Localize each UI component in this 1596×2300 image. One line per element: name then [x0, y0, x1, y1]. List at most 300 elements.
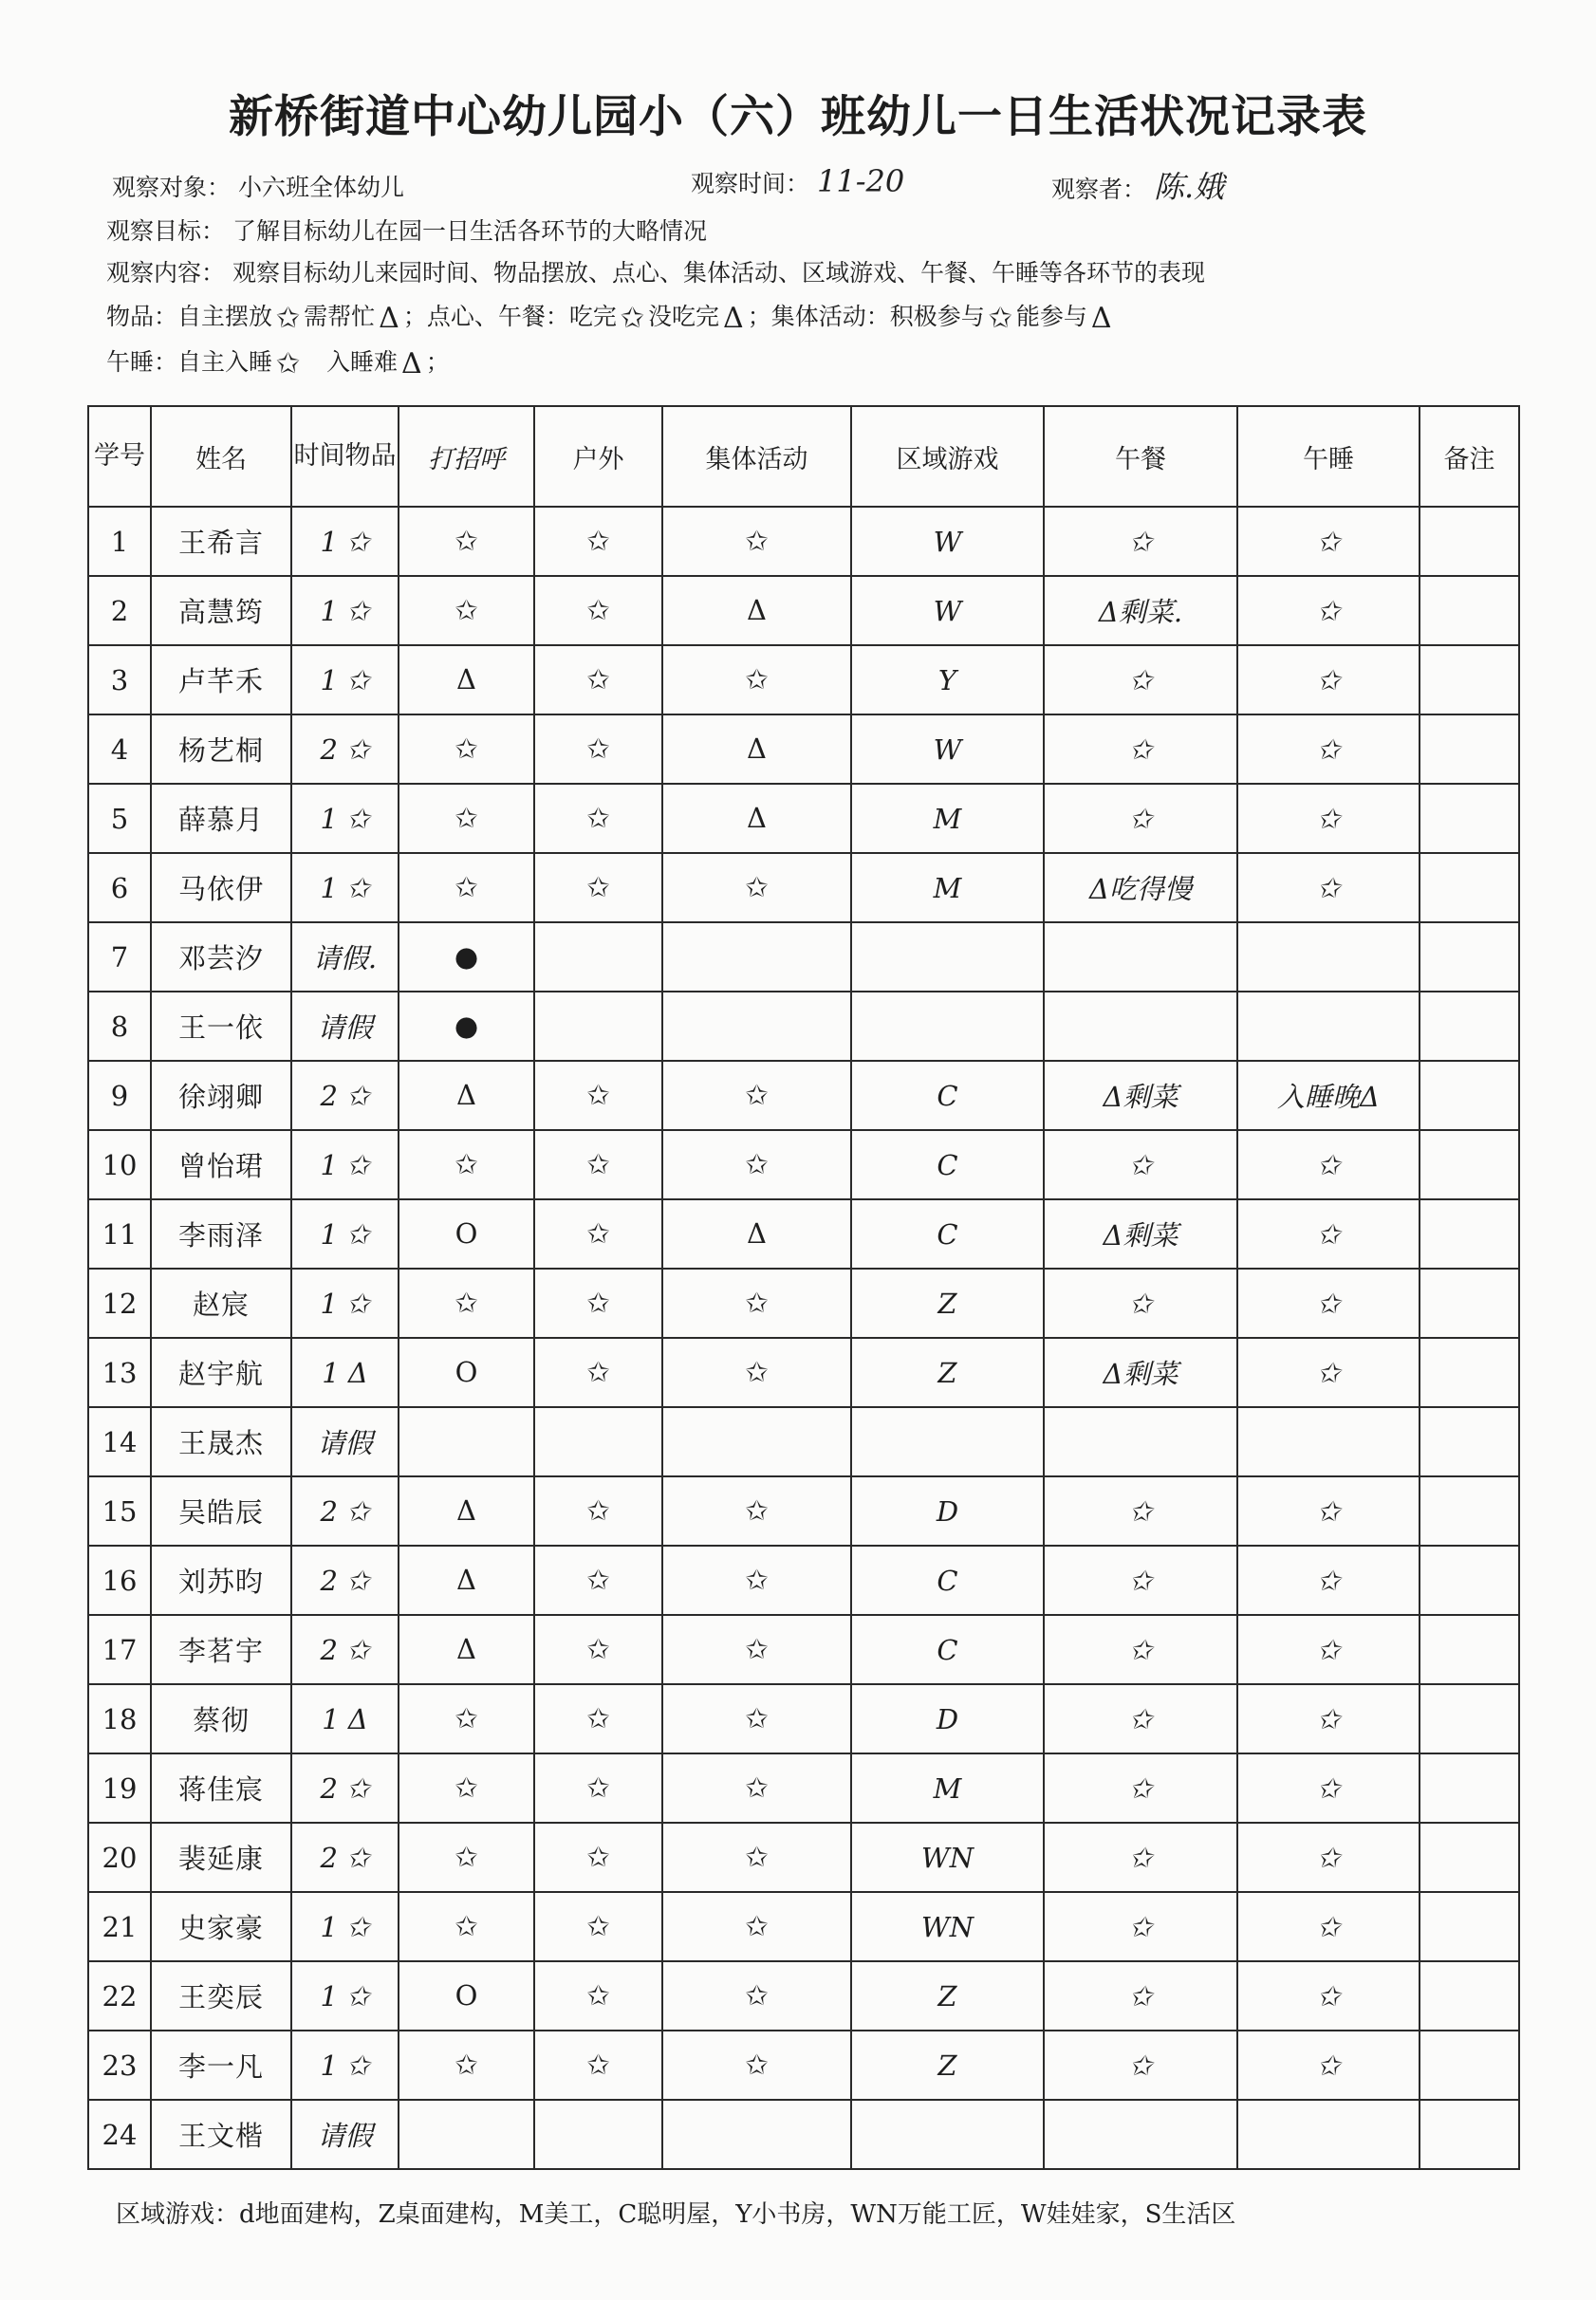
cell-group-activity	[662, 1407, 851, 1476]
cell-outdoor	[534, 2100, 662, 2169]
cell-group-activity: ✩	[662, 1615, 851, 1684]
cell-area-game: Z	[851, 2031, 1044, 2100]
cell-notes	[1420, 1892, 1519, 1961]
cell-area-game	[851, 1407, 1044, 1476]
subject-value: 小六班全体幼儿	[237, 174, 404, 201]
cell-lunch: ✩	[1044, 1823, 1237, 1892]
cell-name: 蒋佳宸	[151, 1753, 291, 1823]
cell-number: 11	[88, 1199, 151, 1269]
cell-notes	[1420, 1269, 1519, 1338]
table-row	[88, 507, 1519, 576]
cell-lunch	[1044, 1407, 1237, 1476]
table-row	[88, 1061, 1519, 1130]
cell-area-game	[851, 2100, 1044, 2169]
cell-greeting	[399, 1407, 534, 1476]
observation-subject	[112, 169, 404, 203]
cell-greeting: O	[399, 1961, 534, 2031]
triangle-icon: Δ	[379, 302, 399, 335]
cell-lunch: ✩	[1044, 1546, 1237, 1615]
cell-greeting: ✩	[399, 714, 534, 784]
table-row	[88, 1753, 1519, 1823]
cell-greeting: ✩	[399, 507, 534, 576]
cell-notes	[1420, 507, 1519, 576]
table-row	[88, 1476, 1519, 1546]
table-row	[88, 2100, 1519, 2169]
content-value: 观察目标幼儿来园时间、物品摆放、点心、集体活动、区域游戏、午餐、午睡等各环节的表现	[232, 259, 1205, 287]
cell-number: 23	[88, 2031, 151, 2100]
header-time-items: 时间物品	[291, 406, 399, 507]
cell-nap: ✩	[1237, 1546, 1420, 1615]
cell-nap	[1237, 1407, 1420, 1476]
header-name: 姓名	[151, 406, 291, 507]
cell-greeting: O	[399, 1199, 534, 1269]
table-row	[88, 1892, 1519, 1961]
cell-outdoor: ✩	[534, 1130, 662, 1199]
table-row	[88, 1823, 1519, 1892]
cell-area-game: Z	[851, 1961, 1044, 2031]
cell-time-items: 请假	[291, 992, 399, 1061]
cell-nap: ✩	[1237, 1753, 1420, 1823]
cell-group-activity: ✩	[662, 1892, 851, 1961]
cell-number: 8	[88, 992, 151, 1061]
content-label: 观察内容：	[106, 259, 226, 287]
cell-group-activity: ✩	[662, 507, 851, 576]
cell-area-game: D	[851, 1476, 1044, 1546]
cell-group-activity: ✩	[662, 853, 851, 922]
cell-group-activity: ✩	[662, 1546, 851, 1615]
cell-group-activity: Δ	[662, 1199, 851, 1269]
cell-area-game: M	[851, 853, 1044, 922]
header-number: 学号	[88, 406, 151, 507]
cell-number: 21	[88, 1892, 151, 1961]
cell-area-game: Z	[851, 1269, 1044, 1338]
cell-area-game: W	[851, 576, 1044, 645]
observation-time	[691, 163, 904, 199]
cell-group-activity: ✩	[662, 645, 851, 714]
header-area-game: 区域游戏	[851, 406, 1044, 507]
cell-greeting: ✩	[399, 1823, 534, 1892]
cell-name: 赵宸	[151, 1269, 291, 1338]
cell-lunch: ✩	[1044, 1961, 1237, 2031]
cell-name: 曾怡珺	[151, 1130, 291, 1199]
header-greeting: 打招呼	[399, 406, 534, 507]
cell-group-activity: ✩	[662, 1476, 851, 1546]
cell-area-game: C	[851, 1061, 1044, 1130]
cell-lunch: ✩	[1044, 1476, 1237, 1546]
triangle-icon: Δ	[723, 302, 744, 335]
cell-number: 19	[88, 1753, 151, 1823]
star-icon: ✩	[620, 302, 644, 335]
time-value: 11-20	[816, 163, 905, 199]
cell-notes	[1420, 1199, 1519, 1269]
cell-number: 9	[88, 1061, 151, 1130]
cell-name: 李雨泽	[151, 1199, 291, 1269]
cell-number: 14	[88, 1407, 151, 1476]
cell-nap: ✩	[1237, 1684, 1420, 1753]
legend-need-help: 需帮忙	[304, 303, 376, 330]
cell-greeting: Δ	[399, 1476, 534, 1546]
header-notes: 备注	[1420, 406, 1519, 507]
cell-lunch	[1044, 992, 1237, 1061]
cell-group-activity: Δ	[662, 784, 851, 853]
cell-nap	[1237, 992, 1420, 1061]
cell-lunch: ✩	[1044, 1269, 1237, 1338]
cell-number: 3	[88, 645, 151, 714]
cell-outdoor: ✩	[534, 507, 662, 576]
star-icon: ✩	[276, 302, 301, 335]
table-row	[88, 576, 1519, 645]
cell-area-game	[851, 922, 1044, 992]
cell-greeting: ✩	[399, 576, 534, 645]
cell-notes	[1420, 853, 1519, 922]
cell-group-activity	[662, 922, 851, 992]
cell-greeting	[399, 2100, 534, 2169]
cell-greeting: ●	[399, 992, 534, 1061]
cell-outdoor: ✩	[534, 1476, 662, 1546]
cell-notes	[1420, 784, 1519, 853]
table-row	[88, 992, 1519, 1061]
header-row	[88, 406, 1519, 507]
cell-outdoor: ✩	[534, 2031, 662, 2100]
table-row	[88, 1407, 1519, 1476]
cell-lunch: ✩	[1044, 1684, 1237, 1753]
cell-time-items: 1 Δ	[291, 1338, 399, 1407]
cell-greeting: ✩	[399, 1130, 534, 1199]
cell-greeting: ✩	[399, 2031, 534, 2100]
cell-number: 4	[88, 714, 151, 784]
cell-lunch: Δ剩菜.	[1044, 576, 1237, 645]
cell-number: 1	[88, 507, 151, 576]
cell-group-activity	[662, 992, 851, 1061]
cell-nap: ✩	[1237, 1892, 1420, 1961]
cell-name: 赵宇航	[151, 1338, 291, 1407]
cell-notes	[1420, 576, 1519, 645]
cell-area-game: Z	[851, 1338, 1044, 1407]
cell-group-activity: ✩	[662, 1684, 851, 1753]
cell-nap: ✩	[1237, 714, 1420, 784]
cell-nap: ✩	[1237, 1130, 1420, 1199]
cell-area-game: W	[851, 714, 1044, 784]
cell-name: 王希言	[151, 507, 291, 576]
cell-name: 薛慕月	[151, 784, 291, 853]
cell-outdoor: ✩	[534, 576, 662, 645]
triangle-icon: Δ	[401, 347, 422, 380]
cell-number: 13	[88, 1338, 151, 1407]
cell-notes	[1420, 2031, 1519, 2100]
cell-lunch: ✩	[1044, 1892, 1237, 1961]
cell-greeting: Δ	[399, 1615, 534, 1684]
cell-notes	[1420, 645, 1519, 714]
cell-lunch: Δ剩菜	[1044, 1199, 1237, 1269]
legend-hard-sleep: 入睡难	[326, 348, 399, 376]
cell-outdoor	[534, 1407, 662, 1476]
legend-group: ；集体活动：积极参与	[747, 303, 985, 330]
cell-group-activity: Δ	[662, 714, 851, 784]
time-label: 观察时间：	[691, 170, 810, 197]
table-row	[88, 1615, 1519, 1684]
cell-time-items: 请假	[291, 1407, 399, 1476]
area-game-legend: 区域游戏：d地面建构，Z桌面建构，M美工，C聪明屋，Y小书房，WN万能工匠，W娃娃家，S生活区	[116, 2200, 1236, 2229]
cell-group-activity: ✩	[662, 1338, 851, 1407]
cell-outdoor: ✩	[534, 1269, 662, 1338]
cell-time-items: 2 ✩	[291, 1061, 399, 1130]
cell-time-items: 请假	[291, 2100, 399, 2169]
observation-content	[106, 254, 1205, 288]
legend-nap-label: 午睡：自主入睡	[106, 348, 273, 376]
legend-snack-lunch: ；点心、午餐：吃完	[402, 303, 617, 330]
cell-greeting: ✩	[399, 1684, 534, 1753]
record-table	[87, 405, 1520, 2170]
cell-name: 王晟杰	[151, 1407, 291, 1476]
cell-notes	[1420, 1407, 1519, 1476]
cell-time-items: 1 ✩	[291, 1199, 399, 1269]
cell-area-game: W	[851, 507, 1044, 576]
cell-greeting: ✩	[399, 1269, 534, 1338]
cell-outdoor: ✩	[534, 1684, 662, 1753]
cell-notes	[1420, 714, 1519, 784]
cell-area-game: M	[851, 1753, 1044, 1823]
cell-time-items: 2 ✩	[291, 1546, 399, 1615]
cell-time-items: 1 ✩	[291, 1961, 399, 2031]
star-icon: ✩	[276, 347, 301, 380]
cell-area-game: C	[851, 1130, 1044, 1199]
cell-lunch: ✩	[1044, 645, 1237, 714]
observer-label: 观察者：	[1051, 176, 1147, 203]
cell-lunch: ✩	[1044, 784, 1237, 853]
cell-notes	[1420, 1753, 1519, 1823]
cell-name: 邓芸汐	[151, 922, 291, 992]
cell-outdoor: ✩	[534, 645, 662, 714]
cell-nap: ✩	[1237, 853, 1420, 922]
observer	[1051, 163, 1224, 207]
table-row	[88, 714, 1519, 784]
cell-group-activity: ✩	[662, 1130, 851, 1199]
cell-outdoor: ✩	[534, 1615, 662, 1684]
cell-number: 17	[88, 1615, 151, 1684]
cell-lunch: ✩	[1044, 1753, 1237, 1823]
cell-nap	[1237, 2100, 1420, 2169]
cell-outdoor: ✩	[534, 1338, 662, 1407]
cell-greeting: ✩	[399, 853, 534, 922]
cell-time-items: 2 ✩	[291, 714, 399, 784]
cell-notes	[1420, 1061, 1519, 1130]
cell-group-activity	[662, 2100, 851, 2169]
cell-outdoor: ✩	[534, 784, 662, 853]
cell-name: 史家豪	[151, 1892, 291, 1961]
cell-notes	[1420, 992, 1519, 1061]
cell-number: 20	[88, 1823, 151, 1892]
cell-lunch: ✩	[1044, 2031, 1237, 2100]
cell-lunch: Δ剩菜	[1044, 1061, 1237, 1130]
cell-group-activity: ✩	[662, 1269, 851, 1338]
table-row	[88, 784, 1519, 853]
cell-notes	[1420, 1476, 1519, 1546]
cell-outdoor: ✩	[534, 1892, 662, 1961]
cell-number: 2	[88, 576, 151, 645]
cell-outdoor: ✩	[534, 1961, 662, 2031]
cell-time-items: 1 Δ	[291, 1684, 399, 1753]
header-outdoor: 户外	[534, 406, 662, 507]
cell-time-items: 请假.	[291, 922, 399, 992]
cell-greeting: Δ	[399, 1061, 534, 1130]
cell-time-items: 2 ✩	[291, 1476, 399, 1546]
cell-number: 12	[88, 1269, 151, 1338]
cell-time-items: 2 ✩	[291, 1823, 399, 1892]
table-row	[88, 1961, 1519, 2031]
triangle-icon: Δ	[1090, 302, 1112, 335]
cell-area-game: WN	[851, 1892, 1044, 1961]
cell-name: 王一依	[151, 992, 291, 1061]
cell-number: 22	[88, 1961, 151, 2031]
cell-time-items: 2 ✩	[291, 1753, 399, 1823]
cell-notes	[1420, 1615, 1519, 1684]
cell-time-items: 1 ✩	[291, 2031, 399, 2100]
cell-greeting: O	[399, 1338, 534, 1407]
cell-time-items: 1 ✩	[291, 576, 399, 645]
cell-name: 卢芊禾	[151, 645, 291, 714]
cell-number: 6	[88, 853, 151, 922]
cell-number: 16	[88, 1546, 151, 1615]
cell-notes	[1420, 1130, 1519, 1199]
cell-group-activity: ✩	[662, 1823, 851, 1892]
cell-group-activity: ✩	[662, 1961, 851, 2031]
cell-greeting: Δ	[399, 1546, 534, 1615]
cell-area-game: Y	[851, 645, 1044, 714]
goal-label: 观察目标：	[106, 217, 226, 245]
observation-goal	[106, 213, 707, 247]
table-row	[88, 2031, 1519, 2100]
table-row	[88, 1684, 1519, 1753]
star-icon: ✩	[988, 302, 1012, 335]
cell-group-activity: ✩	[662, 2031, 851, 2100]
cell-lunch: ✩	[1044, 507, 1237, 576]
cell-name: 杨艺桐	[151, 714, 291, 784]
cell-number: 24	[88, 2100, 151, 2169]
cell-nap: ✩	[1237, 1199, 1420, 1269]
cell-area-game: C	[851, 1615, 1044, 1684]
header-lunch: 午餐	[1044, 406, 1237, 507]
cell-area-game: D	[851, 1684, 1044, 1753]
legend-items-label: 物品：自主摆放	[106, 303, 273, 330]
cell-lunch: Δ剩菜	[1044, 1338, 1237, 1407]
cell-outdoor	[534, 992, 662, 1061]
cell-lunch: ✩	[1044, 1615, 1237, 1684]
cell-outdoor: ✩	[534, 1753, 662, 1823]
cell-number: 7	[88, 922, 151, 992]
cell-area-game	[851, 992, 1044, 1061]
cell-group-activity: ✩	[662, 1753, 851, 1823]
cell-number: 5	[88, 784, 151, 853]
cell-lunch: ✩	[1044, 714, 1237, 784]
cell-greeting: ✩	[399, 1753, 534, 1823]
cell-lunch: Δ吃得慢	[1044, 853, 1237, 922]
cell-nap: ✩	[1237, 784, 1420, 853]
cell-group-activity: Δ	[662, 576, 851, 645]
cell-notes	[1420, 1961, 1519, 2031]
table-row	[88, 853, 1519, 922]
cell-nap: ✩	[1237, 1269, 1420, 1338]
cell-outdoor: ✩	[534, 1199, 662, 1269]
cell-nap: ✩	[1237, 1961, 1420, 2031]
cell-nap	[1237, 922, 1420, 992]
table-row	[88, 1546, 1519, 1615]
cell-outdoor: ✩	[534, 1061, 662, 1130]
cell-nap: 入睡晚Δ	[1237, 1061, 1420, 1130]
legend-end: ；	[425, 348, 450, 376]
cell-notes	[1420, 1823, 1519, 1892]
cell-name: 吴皓辰	[151, 1476, 291, 1546]
legend-line-2	[106, 343, 450, 380]
cell-time-items: 1 ✩	[291, 1892, 399, 1961]
goal-value: 了解目标幼儿在园一日生活各环节的大略情况	[232, 217, 707, 245]
cell-time-items: 2 ✩	[291, 1615, 399, 1684]
cell-greeting: ✩	[399, 784, 534, 853]
cell-number: 10	[88, 1130, 151, 1199]
cell-area-game: M	[851, 784, 1044, 853]
cell-lunch: ✩	[1044, 1130, 1237, 1199]
cell-name: 蔡彻	[151, 1684, 291, 1753]
cell-outdoor	[534, 922, 662, 992]
table-row	[88, 1338, 1519, 1407]
header-nap: 午睡	[1237, 406, 1420, 507]
cell-nap: ✩	[1237, 576, 1420, 645]
table-body	[88, 507, 1519, 2169]
cell-name: 李一凡	[151, 2031, 291, 2100]
table-row	[88, 922, 1519, 992]
cell-area-game: WN	[851, 1823, 1044, 1892]
table-row	[88, 1130, 1519, 1199]
cell-nap: ✩	[1237, 1823, 1420, 1892]
header-group-activity: 集体活动	[662, 406, 851, 507]
legend-line-1	[106, 298, 1116, 335]
table-row	[88, 645, 1519, 714]
cell-notes	[1420, 2100, 1519, 2169]
cell-lunch	[1044, 922, 1237, 992]
cell-outdoor: ✩	[534, 714, 662, 784]
cell-nap: ✩	[1237, 2031, 1420, 2100]
cell-nap: ✩	[1237, 645, 1420, 714]
cell-outdoor: ✩	[534, 1823, 662, 1892]
cell-name: 徐翊卿	[151, 1061, 291, 1130]
cell-nap: ✩	[1237, 1615, 1420, 1684]
cell-name: 裴延康	[151, 1823, 291, 1892]
cell-outdoor: ✩	[534, 853, 662, 922]
cell-name: 高慧筠	[151, 576, 291, 645]
cell-nap: ✩	[1237, 1338, 1420, 1407]
cell-name: 刘苏昀	[151, 1546, 291, 1615]
cell-name: 马依伊	[151, 853, 291, 922]
cell-group-activity: ✩	[662, 1061, 851, 1130]
observer-value: 陈.娥	[1153, 169, 1225, 205]
cell-time-items: 1 ✩	[291, 507, 399, 576]
cell-time-items: 1 ✩	[291, 1269, 399, 1338]
cell-notes	[1420, 1546, 1519, 1615]
cell-nap: ✩	[1237, 507, 1420, 576]
cell-lunch	[1044, 2100, 1237, 2169]
cell-area-game: C	[851, 1199, 1044, 1269]
cell-number: 18	[88, 1684, 151, 1753]
cell-greeting: ●	[399, 922, 534, 992]
cell-greeting: Δ	[399, 645, 534, 714]
cell-time-items: 1 ✩	[291, 645, 399, 714]
cell-notes	[1420, 1684, 1519, 1753]
cell-name: 李茗宇	[151, 1615, 291, 1684]
subject-label: 观察对象：	[112, 174, 232, 201]
cell-notes	[1420, 1338, 1519, 1407]
page-title: 新桥街道中心幼儿园小（六）班幼儿一日生活状况记录表	[229, 91, 1367, 143]
cell-area-game: C	[851, 1546, 1044, 1615]
table-row	[88, 1269, 1519, 1338]
